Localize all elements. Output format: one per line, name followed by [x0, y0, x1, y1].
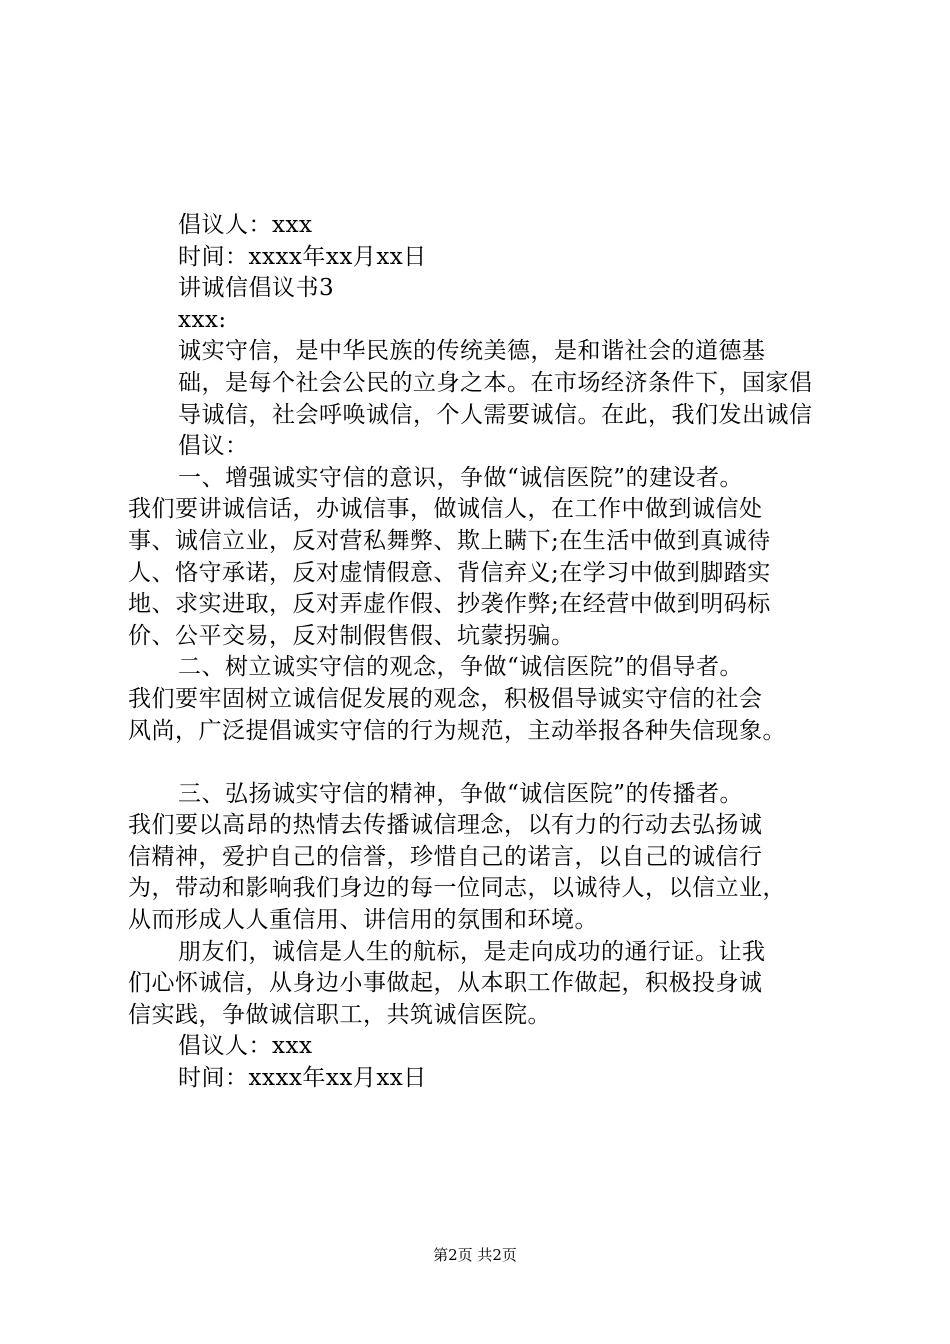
text-line: 我们要讲诚信话，办诚信事，做诚信人，在工作中做到诚信处 — [128, 496, 763, 523]
text-line: 础，是每个社会公民的立身之本。在市场经济条件下，国家倡 — [178, 369, 813, 396]
text-line: 信实践，争做诚信职工，共筑诚信医院。 — [128, 1001, 551, 1028]
text-line: 为，带动和影响我们身边的每一位同志，以诚待人，以信立业， — [128, 875, 786, 902]
text-line: 们心怀诚信，从身边小事做起，从本职工作做起，积极投身诚 — [128, 970, 763, 997]
text-line: 一、增强诚实守信的意识，争做“诚信医院”的建设者。 — [178, 464, 744, 491]
text-line: 讲诚信倡议书3 — [178, 275, 335, 302]
text-line: 我们要以高昂的热情去传播诚信理念，以有力的行动去弘扬诚 — [128, 812, 763, 839]
text-line: 时间：xxxx年xx月xx日 — [178, 1065, 427, 1092]
text-line: 我们要牢固树立诚信促发展的观念，积极倡导诚实守信的社会 — [128, 685, 763, 712]
text-line: 二、树立诚实守信的观念，争做“诚信医院”的倡导者。 — [178, 654, 744, 681]
text-line: 价、公平交易，反对制假售假、坑蒙拐骗。 — [128, 622, 575, 649]
text-line: 地、求实进取，反对弄虚作假、抄袭作弊;在经营中做到明码标 — [128, 591, 771, 618]
page-footer: 第2页 共2页 — [433, 1246, 517, 1264]
text-line: 三、弘扬诚实守信的精神，争做“诚信医院”的传播者。 — [178, 780, 744, 807]
text-line: 人、恪守承诺，反对虚情假意、背信弃义;在学习中做到脚踏实 — [128, 559, 771, 586]
text-line: 从而形成人人重信用、讲信用的氛围和环境。 — [128, 907, 598, 934]
blank-line — [128, 747, 840, 779]
text-line: 事、诚信立业，反对营私舞弊、欺上瞒下;在生活中做到真诚待 — [128, 527, 771, 554]
text-line: 信精神，爱护自己的信誉，珍惜自己的诺言，以自己的诚信行 — [128, 843, 763, 870]
text-line: 诚实守信，是中华民族的传统美德，是和谐社会的道德基 — [178, 338, 766, 365]
text-line: xxx: — [178, 306, 227, 333]
text-line: 风尚，广泛提倡诚实守信的行为规范，主动举报各种失信现象。 — [128, 717, 786, 744]
document-body — [128, 210, 840, 1095]
text-line: 倡议： — [178, 433, 249, 460]
text-line: 时间：xxxx年xx月xx日 — [178, 243, 427, 270]
text-line: 倡议人：xxx — [178, 212, 313, 238]
text-line: 朋友们，诚信是人生的航标，是走向成功的通行证。让我 — [178, 938, 766, 965]
text-line: 倡议人：xxx — [178, 1033, 313, 1060]
text-line: 导诚信，社会呼唤诚信，个人需要诚信。在此，我们发出诚信 — [178, 401, 813, 428]
